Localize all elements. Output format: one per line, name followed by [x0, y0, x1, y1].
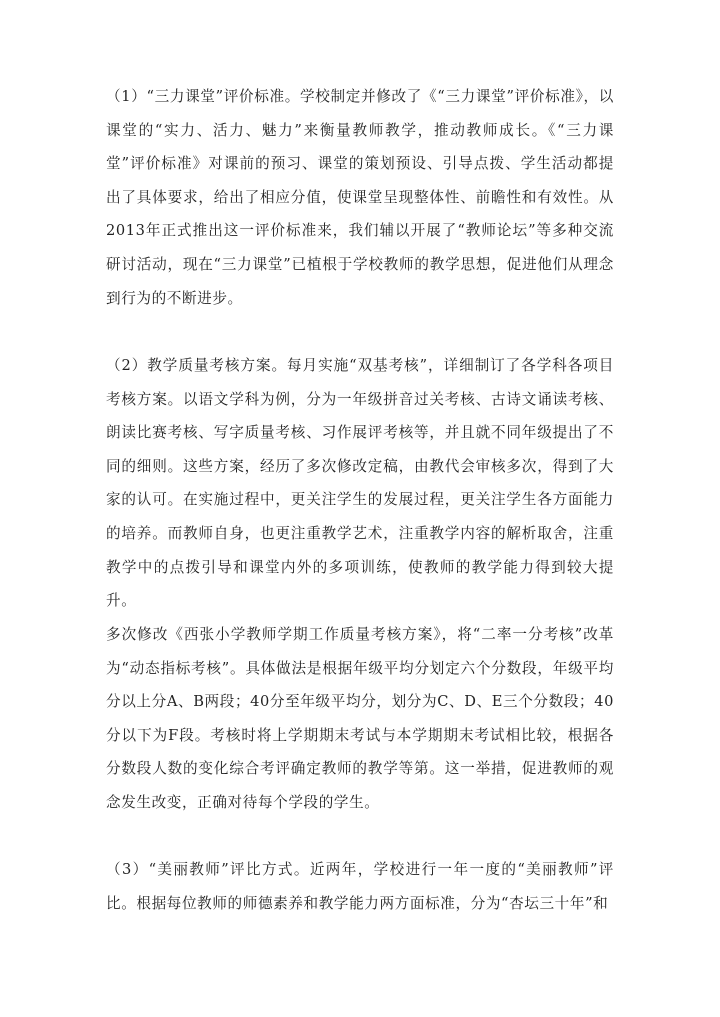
- paragraph-beautiful-teacher-evaluation: （3）“美丽教师”评比方式。近两年，学校进行一年一度的“美丽教师”评比。根据每位教师的师德素养和教学能力两方面标准，分为“杏坛三十年”和: [106, 861, 614, 912]
- paragraph-teaching-quality-assessment: （2）教学质量考核方案。每月实施“双基考核”，详细制订了各学科各项目考核方案。以语文学科为例，分为一年级拼音过关考核、古诗文诵读考核、朗读比赛考核、写字质量考核、习作展评考核等，并且就不同年级提出了不同的细则。这些方案，经历了多次修改定稿，由教代会审核多次，得到了大家的认可。在实施过程中，更关注学生的发展过程，更关注学生各方面能力的培养。而教师自身，也更注重教学艺术，注重教学内容的解析取舍，注重教学中的点拨引导和课堂内外的多项训练，使教师的教学能力得到较大提升。: [106, 357, 614, 610]
- paragraph-three-power-classroom: （1）“三力课堂”评价标准。学校制定并修改了《“三力课堂”评价标准》，以课堂的“实力、活力、魅力”来衡量教师教学，推动教师成长。《“三力课堂”评价标准》对课前的预习、课堂的策划预设、引导点拨、学生活动都提出了具体要求，给出了相应分值，使课堂呈现整体性、前瞻性和有效性。从2013年正式推出这一评价标准来，我们辅以开展了“教师论坛”等多种交流研讨活动，现在“三力课堂”已植根于学校教师的教学思想，促进他们从理念到行为的不断进步。: [106, 88, 614, 307]
- paragraph-dynamic-indicator-assessment: 多次修改《西张小学教师学期工作质量考核方案》，将“二率一分考核”改革为“动态指标考核”。具体做法是根据年级平均分划定六个分数段，年级平均分以上分A、B两段；40分至年级平均分，划分为C、D、E三个分数段；40分以下为F段。考核时将上学期期末考试与本学期期末考试相比较，根据各分数段人数的变化综合考评确定教师的教学等第。这一举措，促进教师的观念发生改变，正确对待每个学段的学生。: [106, 626, 614, 811]
